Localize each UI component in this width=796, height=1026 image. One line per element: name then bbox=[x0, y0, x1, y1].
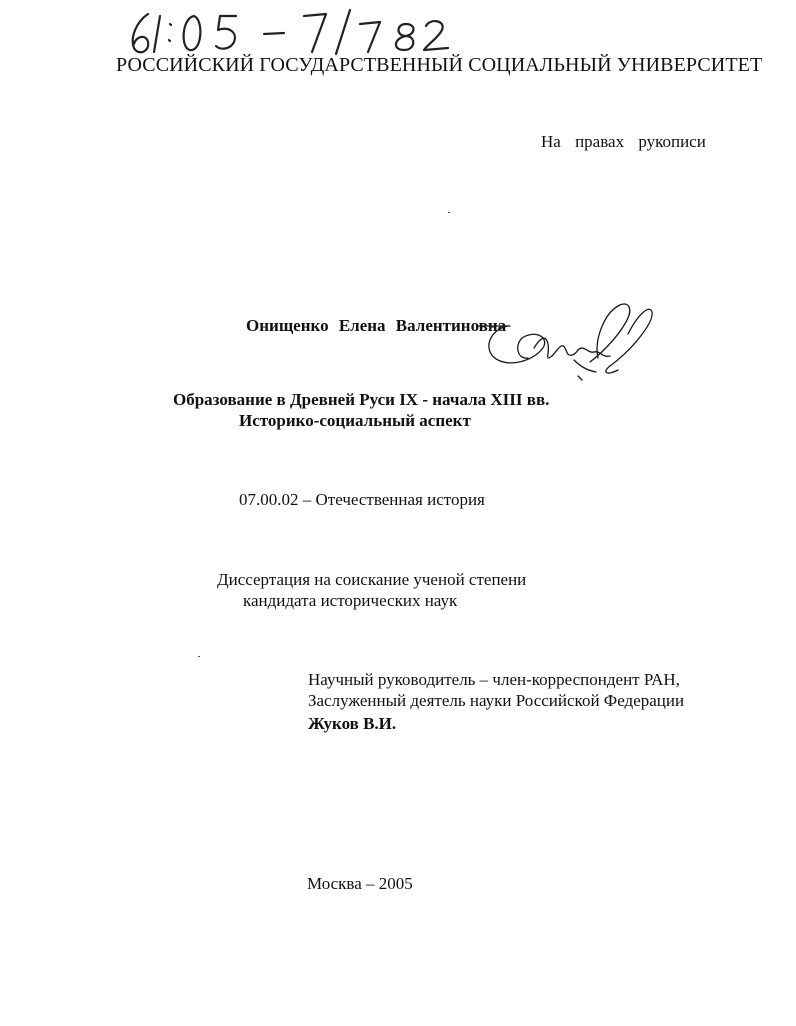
dissertation-title-line2: Историко-социальный аспект bbox=[239, 411, 471, 430]
city-and-year: Москва – 2005 bbox=[307, 874, 413, 893]
manuscript-rights-note: На правах рукописи bbox=[541, 132, 706, 151]
advisor-title-line2: Заслуженный деятель науки Российской Федерации bbox=[308, 691, 685, 710]
author-signature bbox=[478, 300, 658, 384]
handwritten-archive-number bbox=[124, 8, 464, 60]
advisor-name: Жуков В.И. bbox=[308, 714, 397, 733]
scan-speck bbox=[198, 656, 200, 657]
scan-speck bbox=[448, 212, 450, 213]
author-name: Онищенко Елена Валентиновна bbox=[246, 316, 507, 335]
advisor-title-line1: Научный руководитель – член-корреспондент РАН, bbox=[308, 670, 680, 689]
university-name: РОССИЙСКИЙ ГОСУДАРСТВЕННЫЙ СОЦИАЛЬНЫЙ УНИВЕРСИТЕТ bbox=[116, 54, 763, 76]
dissertation-title-line1: Образование в Древней Руси IX - начала XIII вв. bbox=[173, 390, 550, 409]
degree-statement-line1: Диссертация на соискание ученой степени bbox=[217, 570, 527, 589]
degree-statement-line2: кандидата исторических наук bbox=[243, 591, 458, 610]
specialty-code: 07.00.02 – Отечественная история bbox=[239, 490, 485, 509]
